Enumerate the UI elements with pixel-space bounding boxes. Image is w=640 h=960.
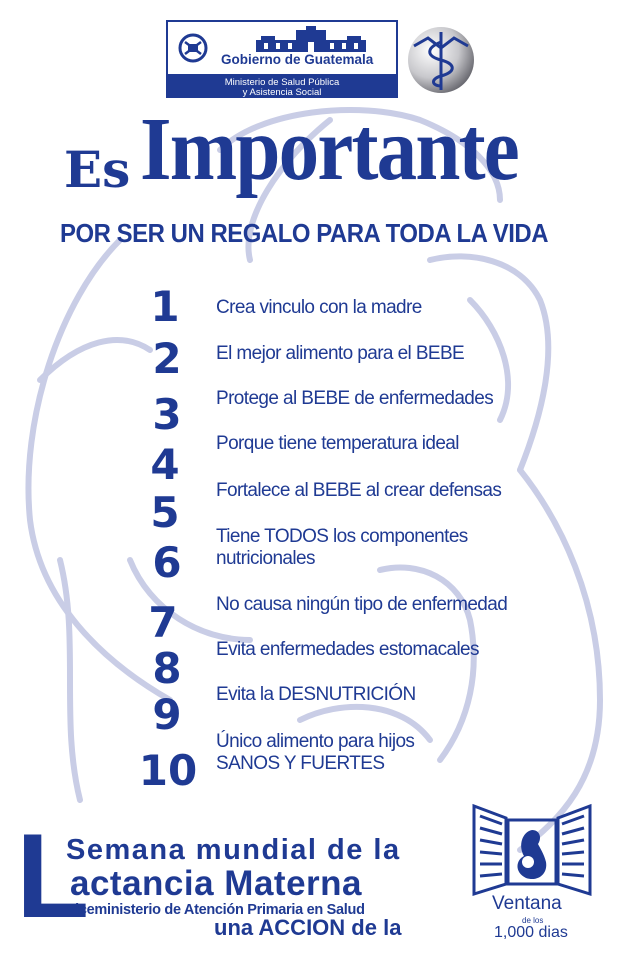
- ventana-de-los: de los: [522, 916, 544, 925]
- list-item-text: Porque tiene temperatura ideal: [216, 433, 459, 454]
- list-item-text: Protege al BEBE de enfermedades: [216, 388, 494, 409]
- list-item-number: 7: [148, 598, 178, 647]
- palace-icon: [256, 26, 366, 52]
- list-item-number: 10: [138, 746, 198, 795]
- gov-logo-top: [166, 20, 398, 76]
- caduceus-icon: [406, 24, 476, 96]
- list-item-text: Único alimento para hijos SANOS Y FUERTES: [216, 731, 415, 774]
- list-item-text: El mejor alimento para el BEBE: [216, 343, 465, 364]
- ministry-name: [166, 78, 398, 98]
- ventana-label: Ventana: [492, 893, 562, 914]
- list-item-number: 8: [152, 644, 182, 693]
- footer-semana: Semana mundial de la: [66, 834, 401, 866]
- ventana-mil-dias: 1,000 dias: [494, 924, 568, 941]
- gobierno-guatemala-logo: [166, 20, 398, 98]
- headline-importante: Importante: [140, 100, 518, 199]
- headline-es: Es: [64, 140, 131, 199]
- list-item-text: Crea vinculo con la madre: [216, 297, 422, 318]
- guatemala-emblem-icon: [172, 26, 214, 70]
- list-item-number: 2: [152, 334, 182, 383]
- footer-viceministerio: Viceministerio de Atención Primaria en Salud: [66, 902, 365, 918]
- ministry-line-2: y Asistencia Social: [242, 87, 322, 98]
- list-item-number: 1: [150, 282, 180, 331]
- list-item-text: Fortalece al BEBE al crear defensas: [216, 480, 502, 501]
- list-item-text: No causa ningún tipo de enfermedad: [216, 594, 508, 615]
- footer-lactancia: actancia Materna: [70, 864, 363, 903]
- headline-subtitle: POR SER UN REGALO PARA TODA LA VIDA: [60, 218, 549, 248]
- footer-accion: una ACCION de la: [214, 915, 402, 940]
- list-item-text: Tiene TODOS los componentes nutricionales: [216, 526, 468, 569]
- list-item-number: 6: [152, 538, 182, 587]
- list-item-text: Evita la DESNUTRICIÓN: [216, 684, 416, 705]
- footer-big-letter: L: [16, 809, 90, 943]
- ministry-line-1: Ministerio de Salud Pública: [224, 77, 340, 88]
- list-item-number: 9: [152, 690, 182, 739]
- list-item-number: 3: [152, 390, 182, 439]
- list-item-number: 5: [150, 488, 180, 537]
- list-item-number: 4: [150, 440, 180, 489]
- gov-title: Gobierno de Guatemala: [221, 52, 374, 67]
- list-item-text: Evita enfermedades estomacales: [216, 639, 479, 660]
